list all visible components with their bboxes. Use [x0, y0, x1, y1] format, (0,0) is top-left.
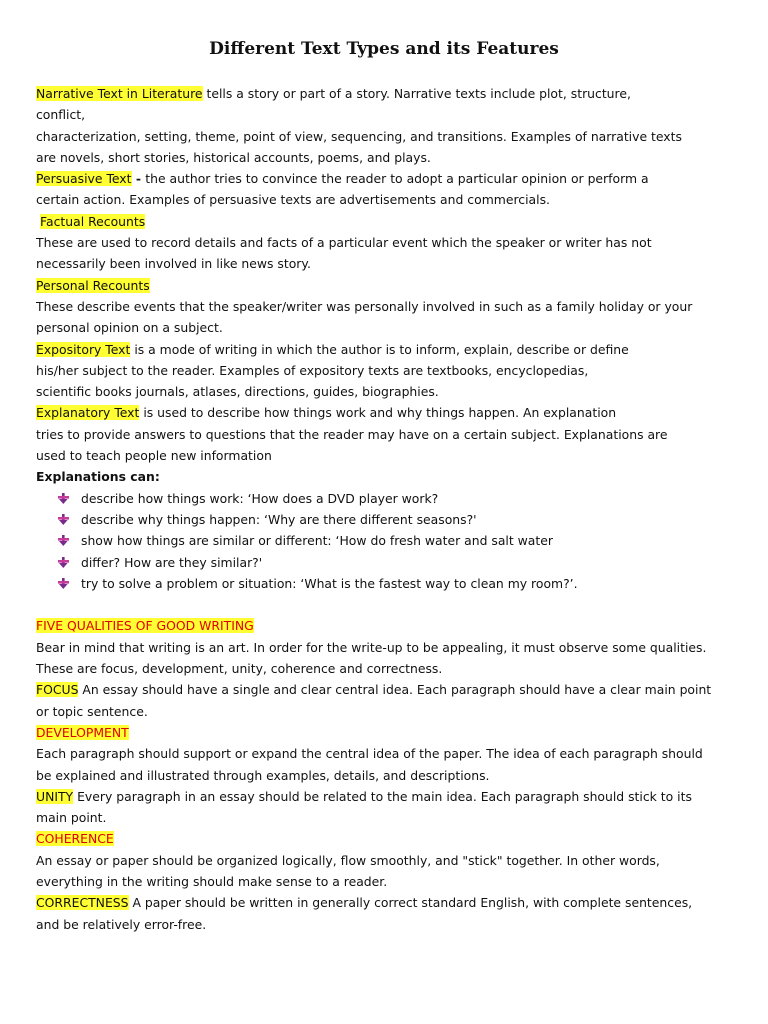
bullet-arrow-icon	[58, 535, 69, 546]
explanatory-line-2: tries to provide answers to questions that the reader may have on a certain subject. Explanations are	[36, 426, 668, 442]
bullet-arrow-icon	[58, 493, 69, 504]
expository-text: is a mode of writing in which the author is to inform, explain, describe or define	[130, 341, 629, 357]
development-line-1: Each paragraph should support or expand the central idea of the paper. The idea of each paragraph should	[36, 746, 703, 762]
expository-line-1	[36, 339, 738, 360]
bullet-item	[36, 552, 738, 573]
explanatory-line-3: used to teach people new information	[36, 448, 272, 464]
factual-term: Factual Recounts	[40, 213, 146, 229]
bullet-arrow-icon	[58, 557, 69, 568]
explanations-heading: Explanations can:	[36, 469, 160, 485]
narrative-line-2: conflict,	[36, 107, 86, 123]
bullet-item	[36, 530, 738, 551]
factual-heading-line	[36, 211, 738, 232]
personal-heading-line	[36, 275, 738, 296]
personal-term: Personal Recounts	[36, 277, 150, 293]
unity-line-1	[36, 786, 738, 807]
unity-text: Every paragraph in an essay should be related to the main idea. Each paragraph should stick to its	[73, 788, 692, 804]
correctness-line-2: and be relatively error-free.	[36, 916, 207, 932]
focus-line-1	[36, 679, 738, 700]
development-line-2: be explained and illustrated through examples, details, and descriptions.	[36, 767, 490, 783]
unity-term: UNITY	[36, 788, 74, 804]
persuasive-line-2: certain action. Examples of persuasive texts are advertisements and commercials.	[36, 192, 550, 208]
explanatory-term: Explanatory Text	[36, 405, 140, 421]
coherence-line-2: everything in the writing should make sense to a reader.	[36, 873, 388, 889]
page-title: Different Text Types and its Features	[209, 39, 559, 59]
development-term: DEVELOPMENT	[36, 724, 129, 740]
coherence-line-1: An essay or paper should be organized logically, flow smoothly, and "stick" together. In other words,	[36, 852, 660, 868]
coherence-heading-line	[36, 828, 738, 849]
five-qualities-line-2: These are focus, development, unity, coherence and correctness.	[36, 661, 443, 677]
document-body	[36, 83, 738, 935]
factual-line-2: necessarily been involved in like news story.	[36, 256, 311, 272]
bullet-item	[36, 488, 738, 509]
narrative-text: tells a story or part of a story. Narrative texts include plot, structure,	[202, 86, 631, 101]
correctness-line-1	[36, 892, 738, 913]
bullet-item	[36, 509, 738, 530]
narrative-line-3: characterization, setting, theme, point of view, sequencing, and transitions. Examples of narrative texts	[36, 128, 682, 144]
five-qualities-line-1: Bear in mind that writing is an art. In order for the write-up to be appealing, it must observe some qualities.	[36, 639, 707, 655]
narrative-term: Narrative Text in Literature	[36, 86, 203, 101]
five-qualities-heading: FIVE QUALITIES OF GOOD WRITING	[36, 618, 254, 634]
bullet-text: differ? How are they similar?'	[81, 554, 263, 570]
explanatory-line-1	[36, 402, 738, 423]
bullet-text: describe how things work: ‘How does a DVD player work?	[81, 490, 439, 506]
bullet-text: show how things are similar or different: ‘How do fresh water and salt water	[81, 533, 553, 549]
persuasive-dash: -	[131, 171, 146, 187]
coherence-term: COHERENCE	[36, 831, 114, 847]
personal-line-1: These describe events that the speaker/writer was personally involved in such as a family holiday or your	[36, 298, 693, 314]
bullet-arrow-icon	[58, 578, 69, 589]
focus-line-2: or topic sentence.	[36, 703, 148, 719]
section-spacer	[36, 594, 738, 615]
explanatory-text: is used to describe how things work and why things happen. An explanation	[139, 405, 617, 421]
narrative-line-1	[36, 83, 738, 104]
correctness-text: A paper should be written in generally correct standard English, with complete sentences,	[128, 895, 693, 911]
expository-line-2: his/her subject to the reader. Examples of expository texts are textbooks, encyclopedias,	[36, 362, 589, 378]
persuasive-term: Persuasive Text	[36, 171, 132, 187]
focus-text: An essay should have a single and clear central idea. Each paragraph should have a clear main point	[78, 682, 712, 698]
bullet-item	[36, 573, 738, 594]
expository-term: Expository Text	[36, 341, 131, 357]
bullet-text: describe why things happen: ‘Why are there different seasons?'	[81, 511, 477, 527]
focus-term: FOCUS	[36, 682, 79, 698]
five-qualities-heading-line	[36, 615, 738, 636]
factual-line-1: These are used to record details and facts of a particular event which the speaker or writer has not	[36, 235, 652, 251]
persuasive-line-1	[36, 168, 738, 189]
narrative-line-4: are novels, short stories, historical accounts, poems, and plays.	[36, 149, 431, 165]
personal-line-2: personal opinion on a subject.	[36, 320, 223, 336]
development-heading-line	[36, 722, 738, 743]
unity-line-2: main point.	[36, 810, 107, 826]
bullet-text: try to solve a problem or situation: ‘What is the fastest way to clean my room?’.	[81, 575, 578, 591]
correctness-term: CORRECTNESS	[36, 895, 129, 911]
persuasive-text: the author tries to convince the reader to adopt a particular opinion or perform a	[145, 171, 649, 187]
expository-line-3: scientific books journals, atlases, directions, guides, biographies.	[36, 384, 439, 400]
bullet-arrow-icon	[58, 514, 69, 525]
